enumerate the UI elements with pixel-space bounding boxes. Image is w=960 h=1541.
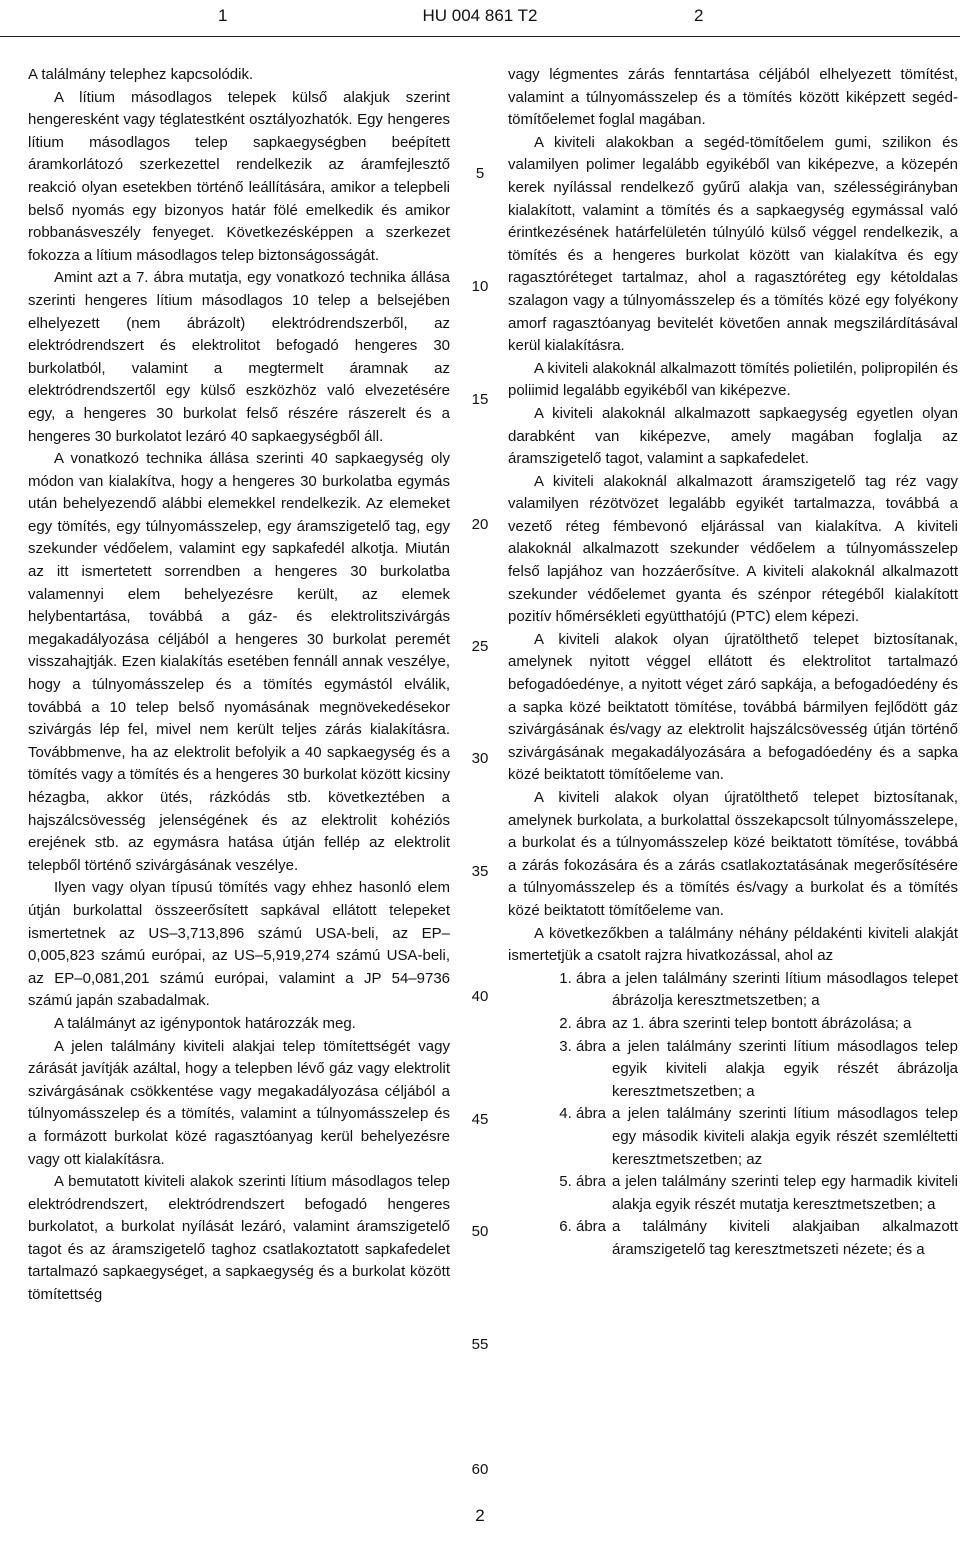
line-number: 15 (471, 391, 489, 408)
figure-list-item (508, 1013, 958, 1036)
line-number: 35 (471, 863, 489, 880)
line-number: 40 (471, 988, 489, 1005)
line-number: 5 (475, 165, 485, 182)
figure-number: 4. ábra (559, 1105, 606, 1123)
line-number: 55 (471, 1336, 489, 1353)
left-paragraph: Amint azt a 7. ábra mutatja, egy vonatkozó technika állása szerinti hengeres lítium másodlagos 10 telep a belsejében elhelyezett (nem ábrázolt) elektródrendszerből, az elektródrendszert és elektrolitot befogadó hengeres 30 burkolatból, valamint a megtermelt áramnak az elektródrendszertől egy külső eszközhöz való elvezetésére egy, a hengeres 30 burkolat felső részére rászerelt és a hengeres 30 burkolatot lezáró 40 sapkaegységből áll. (28, 269, 450, 445)
right-paragraph: A kiviteli alakoknál alkalmazott tömítés polietilén, polipropilén és poliimid legalább egyikéből van kiképezve. (508, 359, 958, 400)
right-column (508, 64, 958, 1261)
figure-list-item (508, 1216, 958, 1261)
figure-list-item (508, 1036, 958, 1104)
figure-list-item (508, 1103, 958, 1171)
left-paragraph: A találmány telephez kapcsolódik. (28, 66, 254, 83)
right-paragraph: A kiviteli alakoknál alkalmazott sapkaegység egyetlen olyan darabként van kiképezve, amely magában foglalja az áramszigetelő tagot, valamint a sapkafedelet. (508, 404, 958, 468)
right-paragraphs (508, 64, 958, 968)
figure-list-item (508, 1171, 958, 1216)
page-header (0, 0, 960, 40)
right-paragraph: A kiviteli alakok olyan újratölthető telepet biztosítanak, amelynek burkolata, a burkolattal összekapcsolt túlnyomásszelepe, a burkolat és a túlnyomásszelep közé beiktatott tömítése, továbbá a zárás fokozására és a zárás csatlakoztatásának megerősítésére a túlnyomásszelep és a tömítés és/vagy a burkolat és a tömítés közé beiktatott tömítőeleme van. (508, 789, 958, 919)
left-paragraph: A találmányt az igénypontok határozzák meg. (54, 1014, 356, 1032)
figure-description: az 1. ábra szerinti telep bontott ábrázolása; a (612, 1014, 912, 1032)
figure-number: 6. ábra (559, 1218, 606, 1236)
header-left-page-number: 1 (218, 6, 228, 25)
right-paragraph: A kiviteli alakok olyan újratölthető telepet biztosítanak, amelynek nyitott véggel ellátott és elektrolitot tartalmazó befogadóedénye, a nyitott véget záró sapkája, a befogadóedény és a sapka közé beiktatott tömítése, továbbá bármilyen fejlődött gáz szivárgásának és/vagy az elektrolit hajszálcsövesség útján történő szivárgásának megakadályozására a befogadóedény és a sapka közé beiktatott tömítőeleme van. (508, 630, 958, 784)
line-number: 25 (471, 638, 489, 655)
left-paragraph: A bemutatott kiviteli alakok szerinti lítium másodlagos telep elektródrendszert, elektródrendszert befogadó hengeres burkolatot, a burkolat nyílását lezáró, valamint áramszigetelő tagot és az áramszigetelő taghoz csatlakoztatott sapkafedelet tartalmazó sapkaegységet, a sapkaegység és a burkolat között tömítettség (28, 1173, 450, 1304)
figure-number: 3. ábra (559, 1037, 606, 1055)
figure-description: a találmány kiviteli alakjaiban alkalmazott áramszigetelő tag keresztmetszeti nézete; és a (612, 1218, 958, 1258)
left-paragraph: Ilyen vagy olyan típusú tömítés vagy ehhez hasonló elem útján burkolattal összeerősített sapkával ellátott telepeket ismertetnek az US–3,713,896 számú USA-beli, az EP–0,005,823 számú európai, az US–5,919,274 számú USA-beli, az EP–0,081,201 számú európai, valamint a JP 54–9736 számú japán szabadalmak. (28, 879, 450, 1010)
figure-description: a jelen találmány szerinti telep egy harmadik kiviteli alakja egyik részét mutatja keresztmetszetben; a (612, 1173, 958, 1213)
left-paragraph: A vonatkozó technika állása szerinti 40 sapkaegység oly módon van kialakítva, hogy a hengeres 30 burkolatba egymás után behelyezendő alábbi elemekkel rendelkezik. Az elemeket egy tömítés, egy túlnyomásszelep, egy áramszigetelő tag, egy szekunder védőelem, valamint egy sapkafedél alkotja. Miután az itt ismertetett sorrendben a hengeres 30 burkolatba valamennyi elem behelyezésre került, az elemek helybentartása, továbbá a gáz- és elektrolitszivárgás megakadályozása céljából a hengeres 30 burkolat peremét visszahajtják. Ezen kialakítás esetében fennáll annak veszélye, hogy a túlnyomásszelep és a tömítés egymástól elválik, továbbá a 10 telep belső nyomásának megnövekedésekor szivárgás lép fel, mivel nem került teljes zárás kialakításra. Továbbmenve, ha az elektrolit befolyik a 40 sapkaegység és a tömítés vagy a tömítés és a hengeres 30 burkolat között kicsiny hézagba, akkor ütés, rázkódás stb. következtében a hajszálcsövesség jelenségének és az elektrolit kohéziós erejének stb. az egymásra hatása útján fellép az elektrolit telepből történő szivárgásának veszélye. (28, 450, 450, 874)
line-number: 20 (471, 516, 489, 533)
figure-description: a jelen találmány szerinti lítium másodlagos telepet ábrázolja keresztmetszetben; a (612, 969, 958, 1010)
line-number: 60 (471, 1461, 489, 1478)
page-footer-number: 2 (475, 1506, 485, 1525)
figure-list-item (508, 968, 958, 1013)
figure-number: 5. ábra (559, 1173, 606, 1191)
header-document-number: HU 004 861 T2 (422, 6, 538, 25)
figure-number: 2. ábra (559, 1014, 606, 1032)
right-paragraph: vagy légmentes zárás fenntartása céljából elhelyezett tömítést, valamint a túlnyomásszelep és a tömítés között kiképzett segéd-tömítőelemet foglal magában. (508, 66, 958, 129)
left-column (28, 64, 450, 1307)
left-paragraph: A lítium másodlagos telepek külső alakjuk szerint hengeresként vagy téglatestként osztályozhatók. Egy hengeres lítium másodlagos telep sapkaegységben beépített áramkorlátozó szerkezettel rendelkezik az áramfejlesztő reakció olyan esetekben történő leállítására, amikor a telepbeli belső nyomás egy bizonyos határ fölé emelkedik és amikor robbanásveszély fenyeget. Következésképpen a szerkezet fokozza a lítium másodlagos telep biztonságosságát. (28, 88, 450, 264)
header-rule (0, 36, 960, 37)
line-number: 10 (471, 278, 489, 295)
right-paragraph: A következőkben a találmány néhány példakénti kiviteli alakját ismertetjük a csatolt rajzra hivatkozással, ahol az (508, 924, 958, 965)
header-right-page-number: 2 (694, 6, 704, 25)
left-paragraph: A jelen találmány kiviteli alakjai telep tömítettségét vagy zárását javítják azáltal, hogy a telepben lévő gáz vagy elektrolit szivárgásának csökkentése vagy megakadályozása céljából a túlnyomásszelep és a tömítés, valamint a túlnyomásszelep és a formázott burkolat közé ragasztóanyag kerül behelyezésre vagy ott kialakításra. (28, 1037, 450, 1168)
right-paragraph: A kiviteli alakoknál alkalmazott áramszigetelő tag réz vagy valamilyen rézötvözet legalább egyikét tartalmazza, továbbá a vezető réteg fémbevonó eljárással van kialakítva. A kiviteli alakoknál alkalmazott szekunder védőelem a túlnyomásszelep felső lapjához van hozzáerősítve. A kiviteli alakoknál alkalmazott szekunder védőelemet gyanta és szénpor rétegéből kialakított pozitív hőmérsékleti együtthatójú (PTC) elem képezi. (508, 472, 958, 626)
figure-description: a jelen találmány szerinti lítium másodlagos telep egy második kiviteli alakja egyik részét szemléltetti keresztmetszetben; az (612, 1105, 958, 1168)
figure-list (508, 968, 958, 1262)
line-number: 50 (471, 1223, 489, 1240)
figure-description: a jelen találmány szerinti lítium másodlagos telep egyik kiviteli alakja egyik részét ábrázolja keresztmetszetben; a (612, 1037, 958, 1100)
line-number: 30 (471, 750, 489, 767)
line-number: 45 (471, 1111, 489, 1128)
right-paragraph: A kiviteli alakokban a segéd-tömítőelem gumi, szilikon és valamilyen polimer legalább egyikéből van kiképezve, a közepén kerek nyílással rendelkező gyűrű alakja van, szélességirányban kialakított, valamint a tömítés és a sapkaegység egymással való érintkezésének határfelületén túlnyúló külső véggel rendelkezik, a tömítés és a hengeres burkolat között van kialakítva és egy ragasztóréteget tartalmaz, ahol a ragasztóréteg egy kétoldalas szalagon vagy a túlnyomásszelep és a tömítés közé egy folyékony amorf ragasztóanyag bevitelét követően annak megszilárdításával kerül kialakításra. (508, 133, 958, 355)
figure-number: 1. ábra (559, 969, 606, 987)
